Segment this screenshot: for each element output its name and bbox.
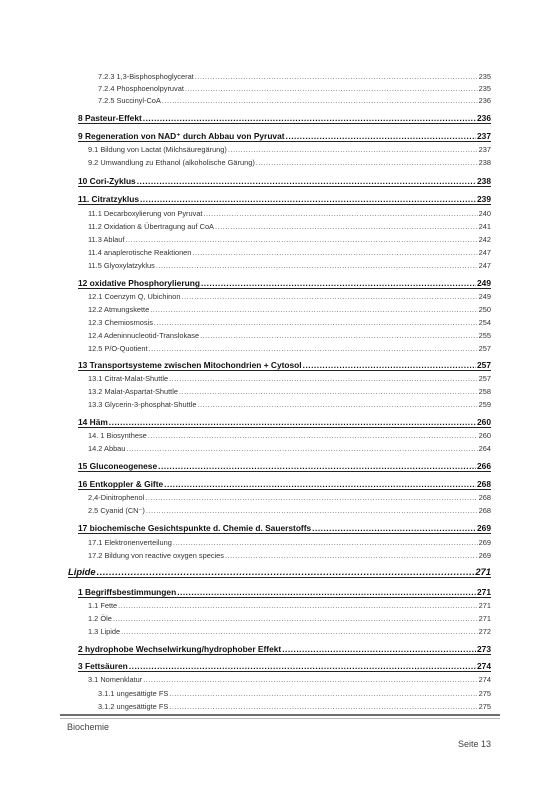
toc-leader-dots — [143, 113, 476, 123]
toc-page-number: 247 — [478, 248, 491, 257]
toc-entry-title: 1 Begriffsbestimmungen — [78, 587, 177, 597]
toc-entry-title: 7.2.3 1,3-Bisphosphoglycerat — [98, 72, 194, 81]
toc-page-number: 249 — [478, 292, 491, 301]
toc-section-entry[interactable] — [88, 601, 491, 610]
toc-leader-dots — [149, 344, 478, 353]
toc-leader-dots — [215, 222, 478, 231]
toc-leader-dots — [113, 614, 478, 623]
toc-page-number: 238 — [477, 176, 491, 186]
toc-entry-title: 12.5 P/O-Quotient — [88, 344, 148, 353]
toc-section-entry[interactable] — [88, 344, 491, 353]
toc-leader-dots — [173, 538, 478, 547]
toc-entry-title: 3 Fettsäuren — [78, 661, 128, 671]
toc-chapter-entry[interactable] — [78, 360, 491, 371]
toc-page-number: 274 — [477, 661, 491, 671]
toc-chapter-entry[interactable] — [78, 661, 491, 672]
toc-entry-title: 3.1 Nomenklatur — [88, 675, 143, 684]
toc-page-number: 236 — [478, 96, 491, 105]
toc-leader-dots — [121, 627, 478, 636]
toc-entry-title: 9.1 Bildung von Lactat (Milchsäuregärung) — [88, 145, 227, 154]
toc-entry-title: 9.2 Umwandlung zu Ethanol (alkoholische Gärung) — [88, 158, 255, 167]
toc-page-number: 237 — [478, 145, 491, 154]
toc-chapter-entry[interactable] — [78, 587, 491, 598]
toc-leader-dots — [158, 461, 476, 471]
toc-section-entry[interactable] — [88, 261, 491, 270]
toc-entry-title: 2,4-Dinitrophenol — [88, 493, 145, 502]
toc-page-number: 271 — [475, 566, 491, 577]
toc-leader-dots — [192, 248, 477, 257]
toc-leader-dots — [197, 400, 477, 409]
toc-chapter-entry[interactable] — [78, 644, 491, 655]
toc-entry-title: 1.2 Öle — [88, 614, 112, 623]
toc-leader-dots — [154, 318, 478, 327]
toc-entry-title: 13.1 Citrat-Malat-Shuttle — [88, 374, 169, 383]
toc-leader-dots — [225, 551, 478, 560]
toc-section-entry[interactable] — [88, 675, 491, 684]
toc-page-number: 260 — [478, 431, 491, 440]
toc-page-number: 268 — [478, 493, 491, 502]
toc-entry-title: 12.2 Atmungskette — [88, 305, 150, 314]
toc-section-entry[interactable] — [88, 235, 491, 244]
toc-page-number: 235 — [478, 84, 491, 93]
toc-entry-title: 14.2 Abbau — [88, 444, 126, 453]
toc-entry-title: 11.5 Glyoxylatzyklus — [88, 261, 155, 270]
toc-leader-dots — [203, 209, 477, 218]
toc-entry-title: 12.1 Coenzym Q, Ubichinon — [88, 292, 181, 301]
toc-section-entry[interactable] — [98, 84, 491, 93]
toc-chapter-entry[interactable] — [78, 278, 491, 289]
toc-leader-dots — [150, 305, 477, 314]
toc-section-entry[interactable] — [88, 158, 491, 167]
toc-section-entry[interactable] — [98, 72, 491, 81]
toc-page-number: 242 — [478, 235, 491, 244]
toc-page-number: 272 — [478, 627, 491, 636]
toc-entry-title: 11.2 Oxidation & Übertragung auf CoA — [88, 222, 214, 231]
toc-leader-dots — [179, 387, 478, 396]
toc-leader-dots — [312, 523, 476, 533]
toc-page-number: 238 — [478, 158, 491, 167]
toc-page-number: 264 — [478, 444, 491, 453]
toc-entry-title: 1.3 Lipide — [88, 627, 121, 636]
toc-chapter-entry[interactable] — [78, 479, 491, 490]
toc-section-entry[interactable] — [88, 209, 491, 218]
footer-page-number: Seite 13 — [457, 739, 491, 749]
toc-leader-dots — [146, 506, 478, 515]
toc-chapter-entry[interactable] — [78, 461, 491, 472]
toc-leader-dots — [286, 131, 476, 141]
toc-leader-dots — [125, 235, 477, 244]
toc-section-entry[interactable] — [88, 248, 491, 257]
toc-page-number: 241 — [478, 222, 491, 231]
toc-page-number: 239 — [477, 194, 491, 204]
toc-leader-dots — [156, 261, 478, 270]
toc-leader-dots — [169, 374, 478, 383]
toc-chapter-entry[interactable] — [78, 113, 491, 124]
toc-page-number: 254 — [478, 318, 491, 327]
toc-entry-title: 17.2 Bildung von reactive oxygen species — [88, 551, 224, 560]
toc-page-number: 274 — [478, 675, 491, 684]
toc-leader-dots — [228, 145, 478, 154]
toc-entry-title: 13 Transportsysteme zwischen Mitochondrien + Cytosol — [78, 360, 302, 370]
toc-entry-title: 17 biochemische Gesichtspunkte d. Chemie d. Sauerstoffs — [78, 523, 312, 533]
toc-page-number: 260 — [477, 417, 491, 427]
toc-page-number: 257 — [478, 374, 491, 383]
toc-section-entry[interactable] — [88, 493, 491, 502]
toc-section-entry[interactable] — [88, 627, 491, 636]
toc-page-number: 273 — [477, 644, 491, 654]
toc-entry-title: 13.3 Glycerin-3-phosphat-Shuttle — [88, 400, 197, 409]
footer-title: Biochemie — [67, 722, 110, 732]
toc-entry-title: 14 Häm — [78, 417, 108, 427]
toc-leader-dots — [109, 417, 476, 427]
toc-section-entry[interactable] — [88, 551, 491, 560]
toc-section-entry[interactable] — [88, 331, 491, 340]
toc-section-entry[interactable] — [88, 400, 491, 409]
toc-entry-title: 2 hydrophobe Wechselwirkung/hydrophober Effekt — [78, 644, 282, 654]
toc-entry-title: 10 Cori-Zyklus — [78, 176, 136, 186]
toc-page-number: 247 — [478, 261, 491, 270]
toc-entry-title: 11.4 anaplerotische Reaktionen — [88, 248, 192, 257]
toc-leader-dots — [143, 675, 477, 684]
toc-page-number: 240 — [478, 209, 491, 218]
toc-leader-dots — [126, 444, 477, 453]
toc-leader-dots — [162, 96, 478, 105]
toc-section-entry[interactable] — [98, 96, 491, 105]
toc-leader-dots — [164, 479, 476, 489]
toc-entry-title: 3.1.1 ungesättigte FS — [98, 689, 169, 698]
toc-leader-dots — [97, 566, 475, 577]
toc-page-number: 269 — [477, 523, 491, 533]
toc-page-number: 250 — [478, 305, 491, 314]
toc-chapter-entry[interactable] — [78, 194, 491, 205]
toc-section-entry[interactable] — [98, 702, 491, 711]
toc-leader-dots — [169, 702, 477, 711]
toc-entry-title: 13.2 Malat-Aspartat-Shuttle — [88, 387, 178, 396]
toc-section-entry[interactable] — [88, 387, 491, 396]
toc-leader-dots — [282, 644, 476, 654]
toc-section-entry[interactable] — [88, 374, 491, 383]
toc-section-entry[interactable] — [88, 614, 491, 623]
toc-leader-dots — [140, 194, 476, 204]
toc-leader-dots — [148, 431, 478, 440]
toc-entry-title: 1.1 Fette — [88, 601, 118, 610]
toc-entry-title: 8 Pasteur-Effekt — [78, 113, 142, 123]
toc-page-number: 236 — [477, 113, 491, 123]
toc-leader-dots — [145, 493, 477, 502]
toc-chapter-entry[interactable] — [78, 176, 491, 187]
toc-section-entry[interactable] — [88, 145, 491, 154]
toc-part-heading[interactable] — [68, 566, 491, 578]
toc-leader-dots — [169, 689, 477, 698]
toc-page-number: 257 — [478, 344, 491, 353]
toc-chapter-entry[interactable] — [78, 131, 491, 142]
toc-chapter-entry[interactable] — [78, 523, 491, 534]
toc-entry-title: 7.2.4 Phosphoenolpyruvat — [98, 84, 184, 93]
toc-leader-dots — [201, 278, 476, 288]
toc-entry-title: 2.5 Cyanid (CN⁻) — [88, 506, 145, 515]
toc-entry-title: 11. Citratzyklus — [78, 194, 139, 204]
toc-section-entry[interactable] — [88, 506, 491, 515]
toc-entry-title: 7.2.5 Succinyl-CoA — [98, 96, 161, 105]
toc-page-number: 268 — [477, 479, 491, 489]
toc-leader-dots — [303, 360, 476, 370]
footer-rule — [60, 714, 500, 716]
toc-leader-dots — [195, 72, 478, 81]
toc-entry-title: 17.1 Elektronenverteilung — [88, 538, 172, 547]
footer-rule-thin — [60, 718, 500, 719]
toc-page-number: 259 — [478, 400, 491, 409]
toc-section-entry[interactable] — [88, 292, 491, 301]
toc-page-number: 271 — [478, 614, 491, 623]
toc-page-number: 269 — [478, 538, 491, 547]
toc-page-number: 275 — [478, 702, 491, 711]
toc-page-number: 275 — [478, 689, 491, 698]
toc-entry-title: 9 Regeneration von NAD⁺ durch Abbau von Pyruvat — [78, 131, 285, 141]
toc-page-number: 255 — [478, 331, 491, 340]
toc-section-entry[interactable] — [88, 318, 491, 327]
toc-leader-dots — [137, 176, 476, 186]
toc-entry-title: 15 Gluconeogenese — [78, 461, 158, 471]
toc-entry-title: 14. 1 Biosynthese — [88, 431, 147, 440]
toc-leader-dots — [256, 158, 478, 167]
toc-page-number: 268 — [478, 506, 491, 515]
toc-leader-dots — [129, 661, 476, 671]
toc-entry-title: 11.3 Ablauf — [88, 235, 125, 244]
toc-leader-dots — [185, 84, 478, 93]
toc-entry-title: 11.1 Decarboxylierung von Pyruvat — [88, 209, 203, 218]
toc-chapter-entry[interactable] — [78, 417, 491, 428]
toc-page-number: 271 — [478, 601, 491, 610]
toc-section-entry[interactable] — [88, 538, 491, 547]
toc-leader-dots — [200, 331, 478, 340]
toc-leader-dots — [118, 601, 477, 610]
toc-section-entry[interactable] — [88, 305, 491, 314]
toc-entry-title: 12.3 Chemiosmosis — [88, 318, 153, 327]
toc-section-entry[interactable] — [98, 689, 491, 698]
toc-leader-dots — [181, 292, 477, 301]
toc-page-number: 266 — [477, 461, 491, 471]
toc-page-number: 237 — [477, 131, 491, 141]
toc-entry-title: 12 oxidative Phosphorylierung — [78, 278, 200, 288]
toc-page-number: 235 — [478, 72, 491, 81]
toc-page-number: 271 — [477, 587, 491, 597]
toc-section-entry[interactable] — [88, 431, 491, 440]
toc-page-number: 269 — [478, 551, 491, 560]
toc-section-entry[interactable] — [88, 222, 491, 231]
toc-entry-title: 16 Entkoppler & Gifte — [78, 479, 164, 489]
toc-entry-title: 3.1.2 ungesättigte FS — [98, 702, 169, 711]
toc-section-entry[interactable] — [88, 444, 491, 453]
toc-entry-title: 12.4 Adeninnucleotid-Translokase — [88, 331, 200, 340]
toc-page-number: 258 — [478, 387, 491, 396]
toc-page-number: 249 — [477, 278, 491, 288]
toc-leader-dots — [177, 587, 476, 597]
toc-entry-title: Lipide — [68, 566, 96, 577]
toc-page-number: 257 — [477, 360, 491, 370]
